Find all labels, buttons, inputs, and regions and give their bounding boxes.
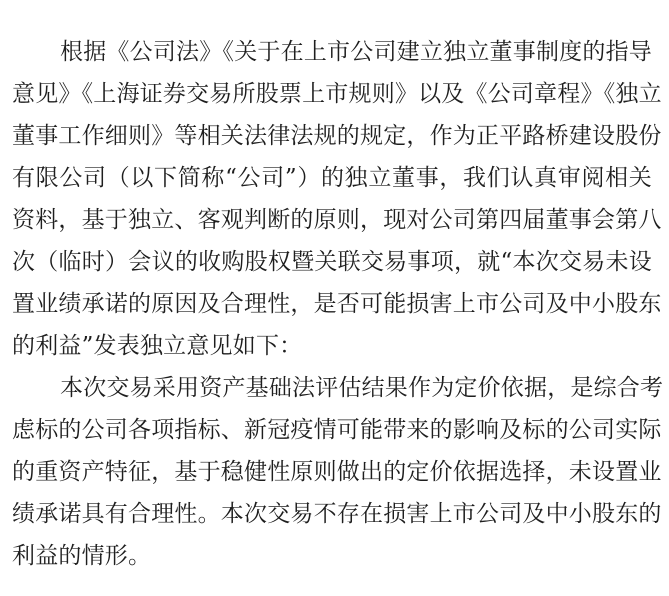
- paragraph-1-line-4: 有限公司（以下简称“公司”）的独立董事，我们认真审阅相关: [12, 165, 652, 191]
- paragraph-2-line-3: 的重资产特征，基于稳健性原则做出的定价依据选择，未设置业: [12, 459, 662, 485]
- paragraph-1-line-2: 意见》《上海证券交易所股票上市规则》以及《公司章程》《独立: [12, 81, 662, 107]
- paragraph-1-line-5: 资料，基于独立、客观判断的原则，现对公司第四届董事会第八: [12, 207, 662, 233]
- paragraph-2-line-5: 利益的情形。: [12, 543, 152, 569]
- paragraph-1-line-7: 置业绩承诺的原因及合理性，是否可能损害上市公司及中小股东: [12, 291, 662, 317]
- paragraph-2-line-4: 绩承诺具有合理性。本次交易不存在损害上市公司及中小股东的: [12, 501, 662, 527]
- paragraph-1-line-6: 次（临时）会议的收购股权暨关联交易事项，就“本次交易未设: [12, 249, 652, 275]
- paragraph-1-line-8: 的利益”发表独立意见如下：: [12, 333, 303, 359]
- paragraph-2-line-1: 本次交易采用资产基础法评估结果作为定价依据，是综合考: [60, 375, 664, 401]
- paragraph-1-line-3: 董事工作细则》等相关法律法规的规定，作为正平路桥建设股份: [12, 123, 662, 149]
- paragraph-2-line-2: 虑标的公司各项指标、新冠疫情可能带来的影响及标的公司实际: [12, 417, 662, 443]
- paragraph-1-line-1: 根据《公司法》《关于在上市公司建立独立董事制度的指导: [60, 39, 652, 65]
